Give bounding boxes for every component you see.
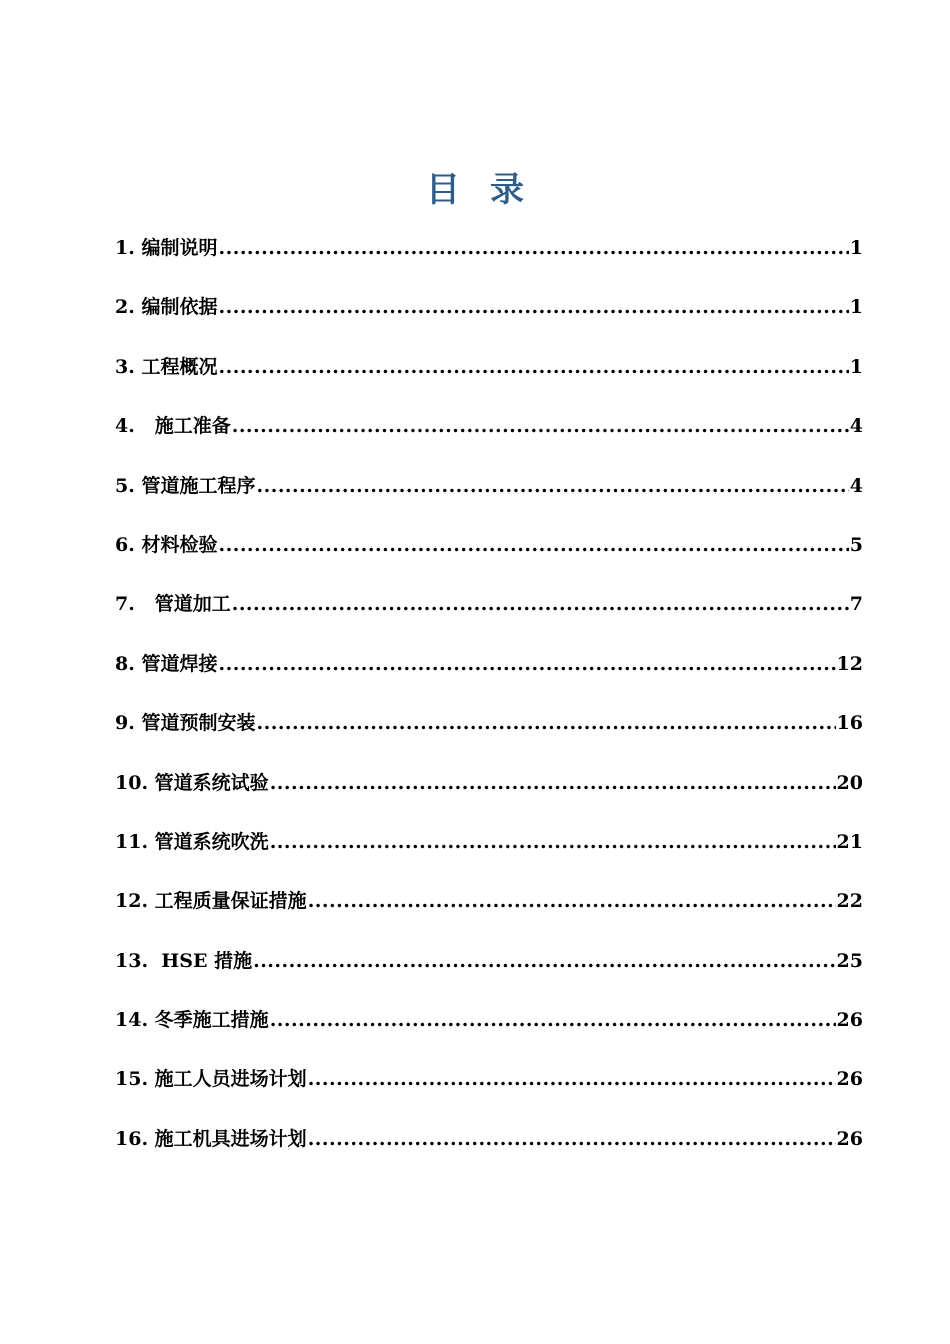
toc-entry-page-number: 16 [836, 712, 863, 735]
toc-entry[interactable] [115, 1119, 863, 1178]
toc-entry-dot-leader [270, 822, 836, 862]
toc-entry-page-number: 26 [836, 1068, 863, 1091]
toc-entry-dot-leader [256, 703, 835, 743]
toc-entry-page-number: 1 [849, 296, 863, 319]
toc-entry-number: 15. [115, 1068, 155, 1091]
toc-entry-label: 施工机具进场计划 [154, 1127, 307, 1150]
toc-entry-page-number: 25 [836, 949, 863, 972]
toc-entry-number: 6. [115, 533, 142, 556]
toc-entry[interactable] [115, 584, 863, 643]
toc-entry-page-number: 22 [836, 890, 863, 913]
toc-entry-label: 管道焊接 [141, 652, 218, 675]
toc-entry[interactable] [115, 287, 863, 346]
toc-entry-label: 工程概况 [141, 355, 218, 378]
toc-entry-page-number: 5 [849, 533, 863, 556]
toc-entry-dot-leader [218, 525, 848, 565]
toc-entry[interactable] [115, 228, 863, 287]
toc-title [0, 166, 950, 214]
toc-entry-number: 7. [115, 593, 155, 616]
toc-entry-dot-leader [232, 406, 849, 446]
toc-entry-number: 12. [115, 890, 155, 913]
toc-entry-number: 14. [115, 1009, 155, 1032]
toc-entry[interactable] [115, 644, 863, 703]
toc-entry-dot-leader [218, 287, 848, 327]
toc-entry-dot-leader [218, 347, 848, 387]
toc-entry-number: 8. [115, 652, 142, 675]
toc-entry-page-number: 26 [836, 1127, 863, 1150]
toc-entry[interactable] [115, 703, 863, 762]
toc-entry-label: 管道系统吹洗 [154, 830, 269, 853]
toc-entry-dot-leader [253, 941, 835, 981]
toc-entry-dot-leader [308, 881, 836, 921]
toc-entry-page-number: 4 [849, 474, 863, 497]
toc-entry[interactable] [115, 881, 863, 940]
toc-entry-label: 施工人员进场计划 [154, 1068, 307, 1091]
toc-entry-dot-leader [308, 1059, 836, 1099]
toc-entry-number: 9. [115, 712, 142, 735]
toc-entry[interactable] [115, 347, 863, 406]
toc-entry-dot-leader [256, 466, 848, 506]
toc-entry[interactable] [115, 763, 863, 822]
toc-title-part1: 目 [426, 170, 460, 210]
toc-entry-page-number: 1 [849, 355, 863, 378]
toc-entry-dot-leader [270, 763, 836, 803]
toc-entry-label: 管道加工 [154, 593, 231, 616]
toc-entry-label: 管道预制安装 [141, 712, 256, 735]
toc-entry-dot-leader [218, 644, 835, 684]
toc-entry-dot-leader [270, 1000, 836, 1040]
toc-entry-page-number: 20 [836, 771, 863, 794]
toc-entry-label: 材料检验 [141, 533, 218, 556]
toc-entry-dot-leader [232, 584, 849, 624]
toc-entry-page-number: 21 [836, 830, 863, 853]
toc-entry-label: 管道系统试验 [154, 771, 269, 794]
toc-entry-label: 编制说明 [141, 237, 218, 259]
toc-entry-number: 5. [115, 474, 142, 497]
toc-entry-number: 16. [115, 1127, 155, 1150]
toc-entry-label: 编制依据 [141, 296, 218, 319]
toc-entry-dot-leader [308, 1119, 836, 1159]
toc-entry[interactable] [115, 1000, 863, 1059]
toc-entry-label: 冬季施工措施 [154, 1009, 269, 1032]
toc-entry-page-number: 7 [849, 593, 863, 616]
toc-entry-number: 2. [115, 296, 142, 319]
toc-entry[interactable] [115, 466, 863, 525]
toc-entry-label: 施工准备 [154, 415, 231, 438]
toc-entry-label: HSE 措施 [161, 949, 253, 972]
toc-entry-page-number: 26 [836, 1009, 863, 1032]
toc-entry-number: 10. [115, 771, 155, 794]
toc-entry[interactable] [115, 822, 863, 881]
toc-entry-number: 4. [115, 415, 155, 438]
toc-entry-page-number: 4 [849, 415, 863, 438]
toc-entry-number: 13. [115, 949, 162, 972]
toc-entry-page-number: 12 [836, 652, 863, 675]
toc-title-part2: 录 [490, 170, 524, 210]
toc-entry-number: 11. [115, 830, 155, 853]
toc-list [115, 228, 863, 1178]
toc-entry[interactable] [115, 406, 863, 465]
toc-entry[interactable] [115, 1059, 863, 1118]
toc-entry-page-number: 1 [849, 237, 863, 259]
toc-entry[interactable] [115, 525, 863, 584]
toc-entry-label: 工程质量保证措施 [154, 890, 307, 913]
toc-entry-number: 1. [115, 237, 142, 259]
toc-entry[interactable] [115, 941, 863, 1000]
toc-entry-number: 3. [115, 355, 142, 378]
toc-entry-dot-leader [218, 228, 848, 268]
toc-entry-label: 管道施工程序 [141, 474, 256, 497]
